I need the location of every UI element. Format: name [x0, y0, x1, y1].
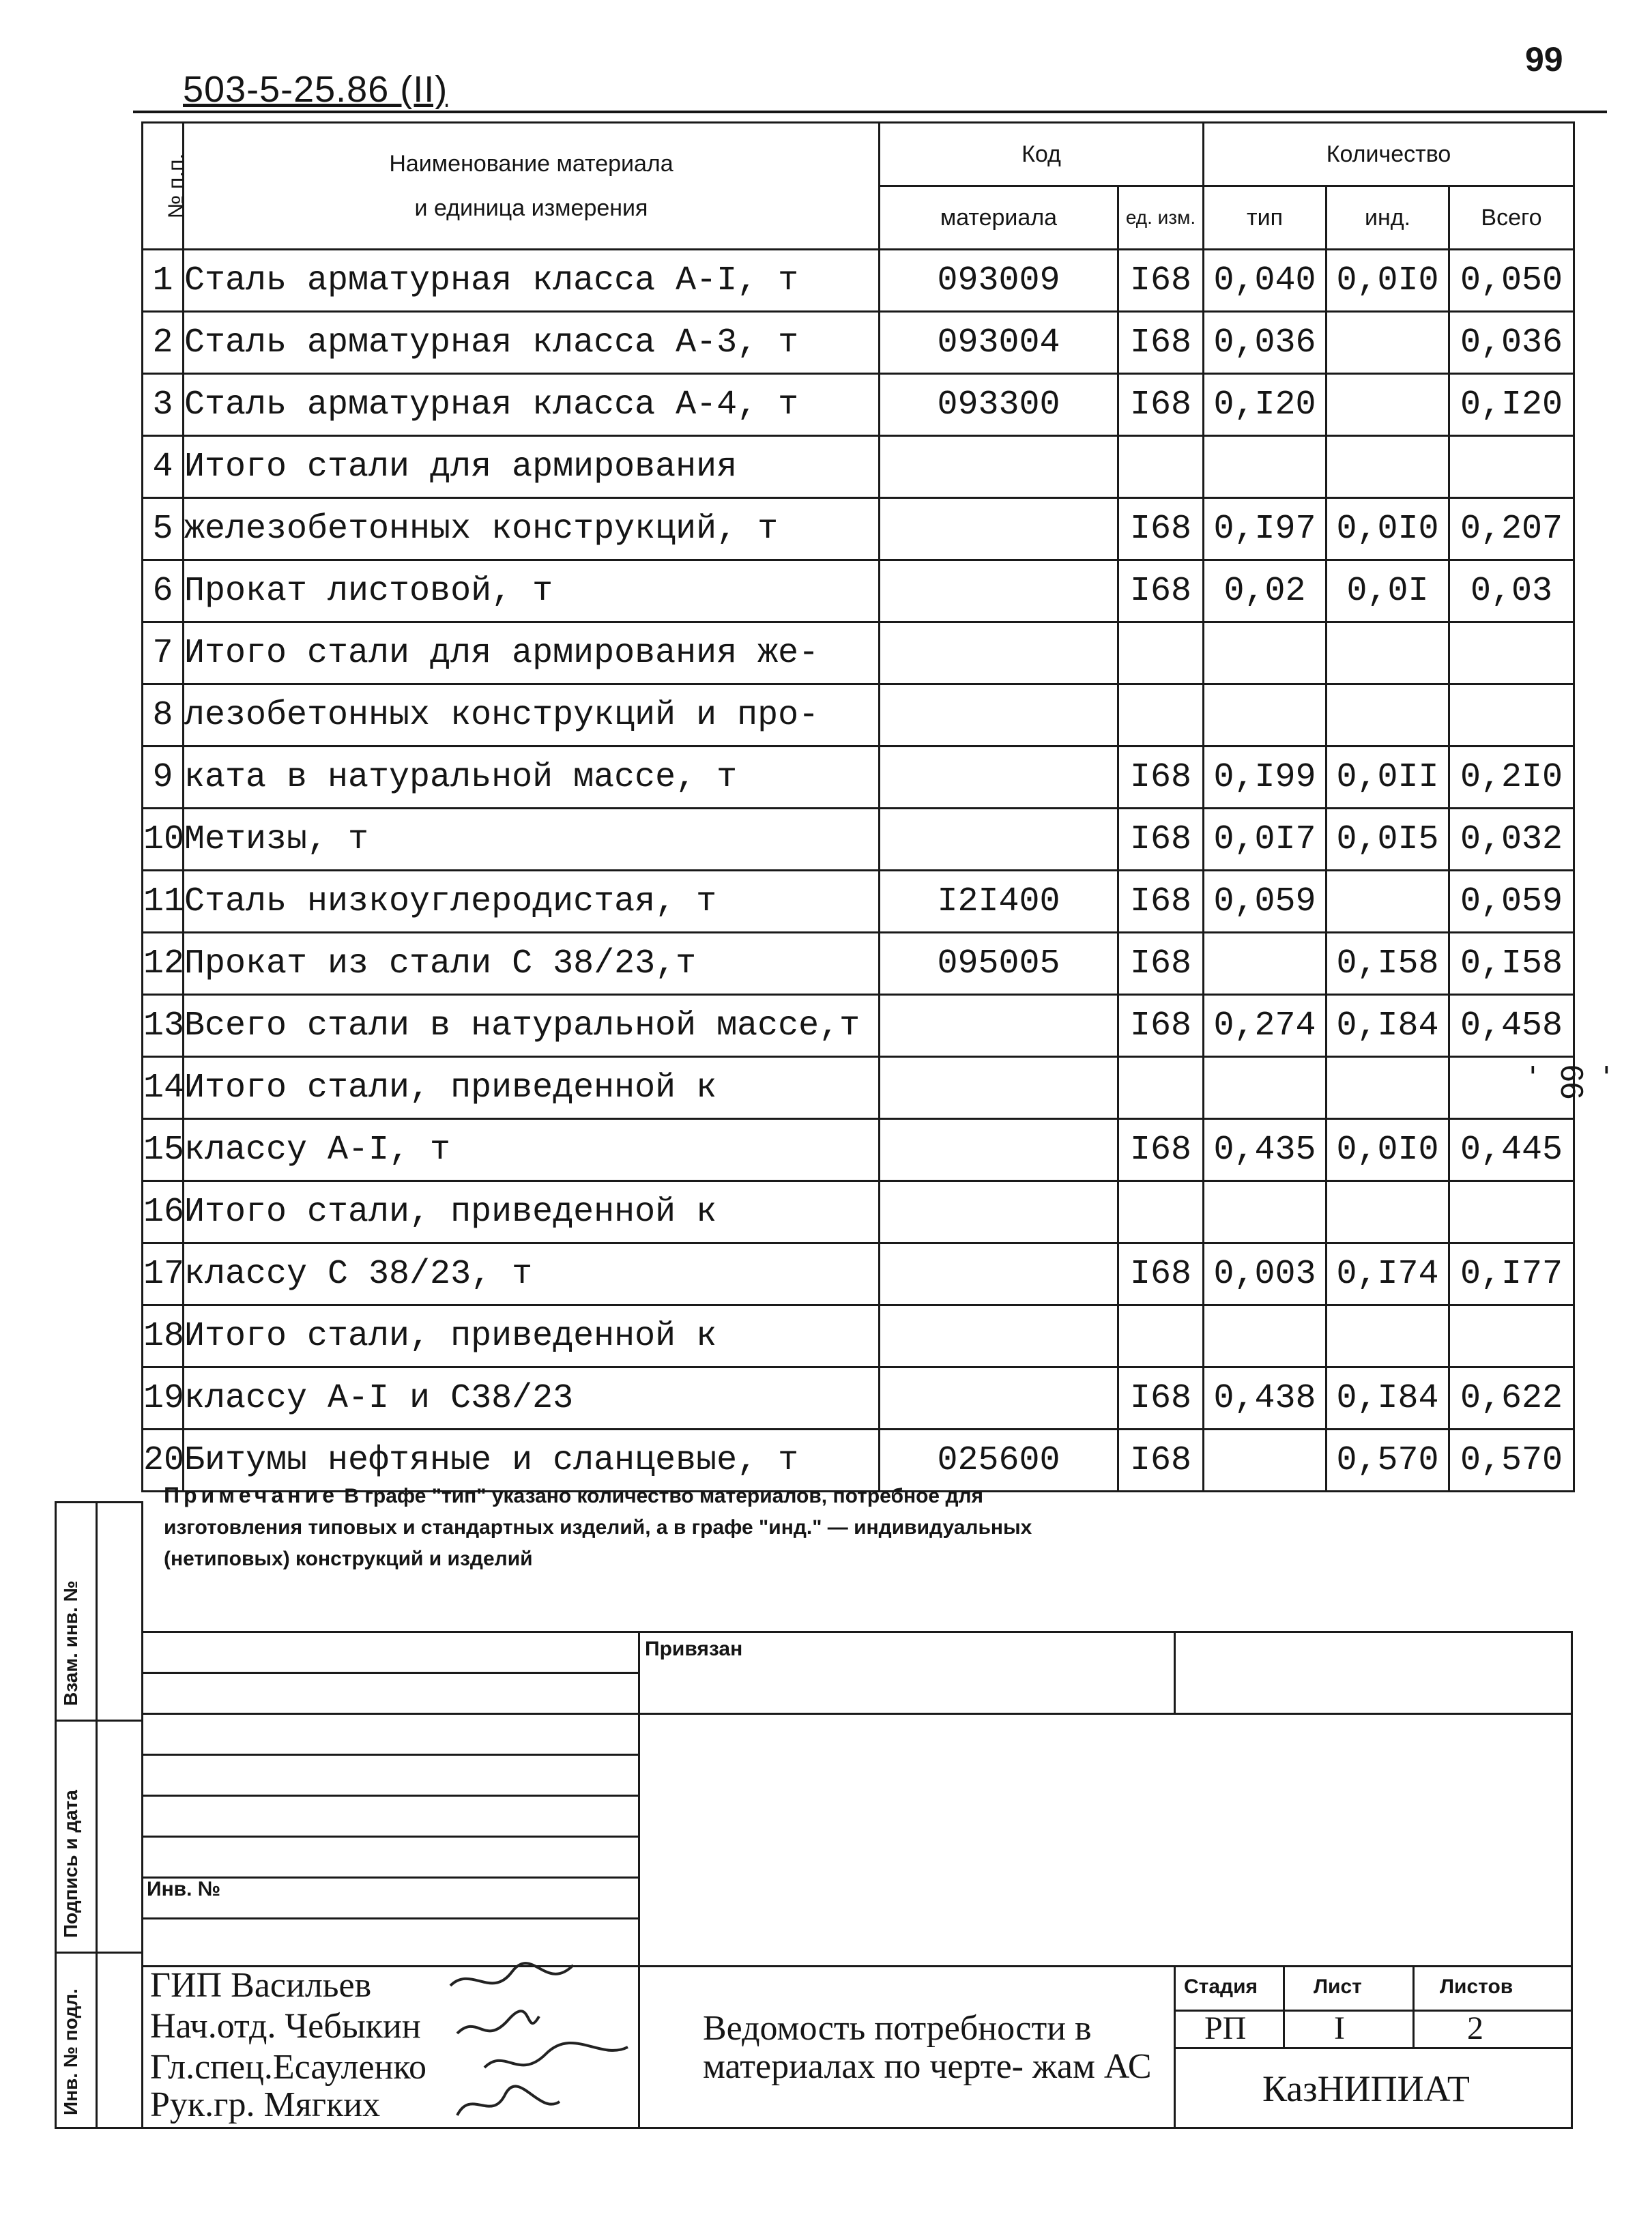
table-row — [143, 560, 1574, 622]
material-name: классу А-I, т — [184, 1119, 880, 1181]
qty-ind — [1327, 871, 1449, 933]
qty-ind — [1327, 622, 1449, 684]
table-row — [143, 1305, 1574, 1367]
qty-total: 0,032 — [1449, 809, 1574, 871]
unit-code: I68 — [1118, 1243, 1204, 1305]
side-stamp-vline — [96, 1501, 98, 2129]
material-name: Итого стали для армирования — [184, 436, 880, 498]
qty-ind: 0,I84 — [1327, 1367, 1449, 1430]
row-number: 3 — [143, 374, 184, 436]
table-row — [143, 1119, 1574, 1181]
qty-ind: 0,0I — [1327, 560, 1449, 622]
table-row — [143, 995, 1574, 1057]
material-code: 093300 — [880, 374, 1118, 436]
sheets-value: 2 — [1467, 2010, 1483, 2046]
material-code — [880, 684, 1118, 747]
qty-ind: 0,570 — [1327, 1430, 1449, 1492]
material-name: классу С 38/23, т — [184, 1243, 880, 1305]
qty-ind — [1327, 1057, 1449, 1119]
sheet-label: Лист — [1314, 1975, 1362, 1998]
qty-ind: 0,0I0 — [1327, 498, 1449, 560]
qty-total: 0,I77 — [1449, 1243, 1574, 1305]
material-code: 093009 — [880, 250, 1118, 312]
qty-typ: 0,274 — [1204, 995, 1327, 1057]
row-number: 4 — [143, 436, 184, 498]
unit-code: I68 — [1118, 995, 1204, 1057]
material-name: Битумы нефтяные и сланцевые, т — [184, 1430, 880, 1492]
qty-ind: 0,0I5 — [1327, 809, 1449, 871]
row-number: 14 — [143, 1057, 184, 1119]
title-block-line — [141, 1836, 639, 1838]
row-number: 5 — [143, 498, 184, 560]
table-row — [143, 1243, 1574, 1305]
material-name: классу А-I и С38/23 — [184, 1367, 880, 1430]
material-name: Сталь арматурная класса А-I, т — [184, 250, 880, 312]
table-row — [143, 871, 1574, 933]
header-quantity: Количество — [1204, 123, 1574, 186]
side-margin-number: - 66 - — [1518, 1064, 1627, 1100]
unit-code: I68 — [1118, 1367, 1204, 1430]
header-name-line1: Наименование материала — [389, 150, 673, 177]
side-stamp-divider — [55, 1720, 143, 1722]
material-code — [880, 1057, 1118, 1119]
row-number: 8 — [143, 684, 184, 747]
material-code — [880, 498, 1118, 560]
qty-ind — [1327, 684, 1449, 747]
qty-ind: 0,I74 — [1327, 1243, 1449, 1305]
unit-code: I68 — [1118, 374, 1204, 436]
material-code — [880, 1181, 1118, 1243]
qty-typ: 0,I97 — [1204, 498, 1327, 560]
inv-no-label: Инв. № — [147, 1878, 221, 1900]
material-name: Итого стали, приведенной к — [184, 1057, 880, 1119]
table-row — [143, 312, 1574, 374]
unit-code: I68 — [1118, 1119, 1204, 1181]
qty-typ: 0,I20 — [1204, 374, 1327, 436]
qty-total: 0,050 — [1449, 250, 1574, 312]
row-number: 11 — [143, 871, 184, 933]
top-rule — [133, 111, 1607, 113]
qty-total — [1449, 684, 1574, 747]
material-code: I2I400 — [880, 871, 1118, 933]
privyazan-label: Привязан — [645, 1638, 743, 1660]
title-block-line — [141, 1795, 639, 1797]
title-block-line — [141, 1672, 639, 1674]
qty-ind — [1327, 436, 1449, 498]
note-lead: Примечание — [164, 1483, 339, 1507]
table-row — [143, 498, 1574, 560]
row-number: 1 — [143, 250, 184, 312]
table-row — [143, 747, 1574, 809]
table-row — [143, 1057, 1574, 1119]
material-code: 093004 — [880, 312, 1118, 374]
header-name-line2: и единица измерения — [414, 194, 648, 221]
table-row — [143, 374, 1574, 436]
material-code: 095005 — [880, 933, 1118, 995]
unit-code: I68 — [1118, 498, 1204, 560]
qty-typ — [1204, 1305, 1327, 1367]
note-text: В графе "тип" указано количество материалов, потребное для изготовления типовых и стандартных изделий, а в графе "инд." — индивидуальных (нетиповых) конструкций и изделий — [164, 1485, 1032, 1570]
row-number: 17 — [143, 1243, 184, 1305]
qty-typ: 0,059 — [1204, 871, 1327, 933]
unit-code — [1118, 436, 1204, 498]
side-label-vzam: Взам. инв. № — [60, 1580, 81, 1706]
material-name: Итого стали для армирования же- — [184, 622, 880, 684]
row-number: 12 — [143, 933, 184, 995]
qty-typ: 0,435 — [1204, 1119, 1327, 1181]
qty-typ — [1204, 1057, 1327, 1119]
qty-ind: 0,I58 — [1327, 933, 1449, 995]
qty-total — [1449, 1305, 1574, 1367]
side-stamp-divider — [55, 1952, 143, 1954]
header-code-material: материала — [880, 186, 1118, 250]
table-row — [143, 622, 1574, 684]
qty-ind — [1327, 312, 1449, 374]
staff-row-3: Гл.спец.Есауленко — [150, 2048, 427, 2087]
unit-code: I68 — [1118, 809, 1204, 871]
material-code: 025600 — [880, 1430, 1118, 1492]
material-name: Итого стали, приведенной к — [184, 1305, 880, 1367]
material-code — [880, 436, 1118, 498]
material-code — [880, 995, 1118, 1057]
sheet-value: I — [1334, 2010, 1345, 2046]
document-title: Ведомость потребности в материалах по черте- жам АС — [703, 2009, 1152, 2086]
qty-typ — [1204, 1430, 1327, 1492]
qty-total: 0,445 — [1449, 1119, 1574, 1181]
row-number: 15 — [143, 1119, 184, 1181]
table-header-row — [143, 123, 1574, 186]
material-code — [880, 622, 1118, 684]
unit-code: I68 — [1118, 312, 1204, 374]
qty-ind: 0,0I0 — [1327, 250, 1449, 312]
row-number: 10 — [143, 809, 184, 871]
qty-ind: 0,0I0 — [1327, 1119, 1449, 1181]
qty-total: 0,I20 — [1449, 374, 1574, 436]
unit-code: I68 — [1118, 250, 1204, 312]
qty-ind — [1327, 1181, 1449, 1243]
material-name: железобетонных конструкций, т — [184, 498, 880, 560]
title-block-line — [141, 1754, 639, 1756]
unit-code: I68 — [1118, 933, 1204, 995]
material-code — [880, 560, 1118, 622]
table-row — [143, 684, 1574, 747]
material-code — [880, 747, 1118, 809]
qty-typ: 0,040 — [1204, 250, 1327, 312]
qty-total: 0,059 — [1449, 871, 1574, 933]
page-number: 99 — [1525, 40, 1563, 78]
qty-typ: 0,02 — [1204, 560, 1327, 622]
document-code: 503-5-25.86 (II) — [183, 69, 448, 110]
qty-typ: 0,036 — [1204, 312, 1327, 374]
row-number: 20 — [143, 1430, 184, 1492]
table-row — [143, 436, 1574, 498]
table-row — [143, 933, 1574, 995]
material-code — [880, 1367, 1118, 1430]
qty-typ — [1204, 684, 1327, 747]
material-code — [880, 1243, 1118, 1305]
header-total: Всего — [1449, 186, 1574, 250]
staff-row-4: Рук.гр. Мягких — [150, 2085, 381, 2124]
title-block-line — [141, 1917, 639, 1919]
material-name: Прокат листовой, т — [184, 560, 880, 622]
unit-code — [1118, 622, 1204, 684]
staff-row-1: ГИП Васильев — [150, 1966, 372, 2005]
row-number: 7 — [143, 622, 184, 684]
material-name: Метизы, т — [184, 809, 880, 871]
row-number: 2 — [143, 312, 184, 374]
qty-typ — [1204, 933, 1327, 995]
stage-label: Стадия — [1184, 1975, 1258, 1998]
qty-ind: 0,0II — [1327, 747, 1449, 809]
header-code-unit: ед. изм. — [1118, 186, 1204, 250]
material-name: ката в натуральной массе, т — [184, 747, 880, 809]
unit-code: I68 — [1118, 560, 1204, 622]
table-row — [143, 250, 1574, 312]
title-block-line — [141, 1713, 1573, 1715]
qty-total: 0,03 — [1449, 560, 1574, 622]
qty-typ: 0,0I7 — [1204, 809, 1327, 871]
qty-ind — [1327, 1305, 1449, 1367]
qty-typ: 0,003 — [1204, 1243, 1327, 1305]
row-number: 16 — [143, 1181, 184, 1243]
qty-total: 0,458 — [1449, 995, 1574, 1057]
qty-ind — [1327, 374, 1449, 436]
unit-code: I68 — [1118, 747, 1204, 809]
material-name: Прокат из стали С 38/23,т — [184, 933, 880, 995]
qty-total — [1449, 1181, 1574, 1243]
header-code: Код — [880, 123, 1204, 186]
qty-total: 0,570 — [1449, 1430, 1574, 1492]
unit-code — [1118, 1181, 1204, 1243]
material-name: лезобетонных конструкций и про- — [184, 684, 880, 747]
qty-typ — [1204, 1181, 1327, 1243]
header-number: № п.п. — [143, 123, 184, 250]
qty-total: 0,207 — [1449, 498, 1574, 560]
unit-code — [1118, 1057, 1204, 1119]
table-row — [143, 1367, 1574, 1430]
table-body — [143, 250, 1574, 1492]
signatures — [444, 1952, 648, 2129]
header-name — [184, 123, 880, 250]
unit-code: I68 — [1118, 1430, 1204, 1492]
row-number: 13 — [143, 995, 184, 1057]
title-block-line — [1174, 2047, 1573, 2049]
material-name: Сталь арматурная класса А-3, т — [184, 312, 880, 374]
qty-total — [1449, 622, 1574, 684]
unit-code: I68 — [1118, 871, 1204, 933]
table-row — [143, 1181, 1574, 1243]
row-number: 9 — [143, 747, 184, 809]
qty-typ: 0,438 — [1204, 1367, 1327, 1430]
qty-total: 0,2I0 — [1449, 747, 1574, 809]
qty-ind: 0,I84 — [1327, 995, 1449, 1057]
material-code — [880, 1119, 1118, 1181]
side-label-podpis: Подпись и дата — [60, 1790, 81, 1938]
title-block-vline — [1283, 1965, 1285, 2047]
organization-name: КазНИПИАТ — [1262, 2068, 1470, 2109]
material-name: Сталь арматурная класса А-4, т — [184, 374, 880, 436]
row-number: 18 — [143, 1305, 184, 1367]
row-number: 6 — [143, 560, 184, 622]
header-typ: тип — [1204, 186, 1327, 250]
row-number: 19 — [143, 1367, 184, 1430]
note — [164, 1479, 1051, 1575]
unit-code — [1118, 1305, 1204, 1367]
material-code — [880, 1305, 1118, 1367]
material-name: Всего стали в натуральной массе,т — [184, 995, 880, 1057]
qty-typ: 0,I99 — [1204, 747, 1327, 809]
staff-row-2: Нач.отд. Чебыкин — [150, 2007, 421, 2046]
qty-total: 0,I58 — [1449, 933, 1574, 995]
materials-table — [141, 121, 1575, 1492]
title-block-vline — [1174, 1631, 1176, 1713]
table-row — [143, 809, 1574, 871]
side-label-inv: Инв. № подл. — [60, 1988, 81, 2115]
qty-typ — [1204, 622, 1327, 684]
qty-total: 0,622 — [1449, 1367, 1574, 1430]
material-name: Сталь низкоуглеродистая, т — [184, 871, 880, 933]
material-name: Итого стали, приведенной к — [184, 1181, 880, 1243]
stage-value: РП — [1204, 2010, 1247, 2046]
sheets-label: Листов — [1440, 1975, 1513, 1998]
header-ind: инд. — [1327, 186, 1449, 250]
qty-typ — [1204, 436, 1327, 498]
material-code — [880, 809, 1118, 871]
qty-total — [1449, 436, 1574, 498]
title-block-vline — [1412, 1965, 1415, 2047]
unit-code — [1118, 684, 1204, 747]
qty-total: 0,036 — [1449, 312, 1574, 374]
